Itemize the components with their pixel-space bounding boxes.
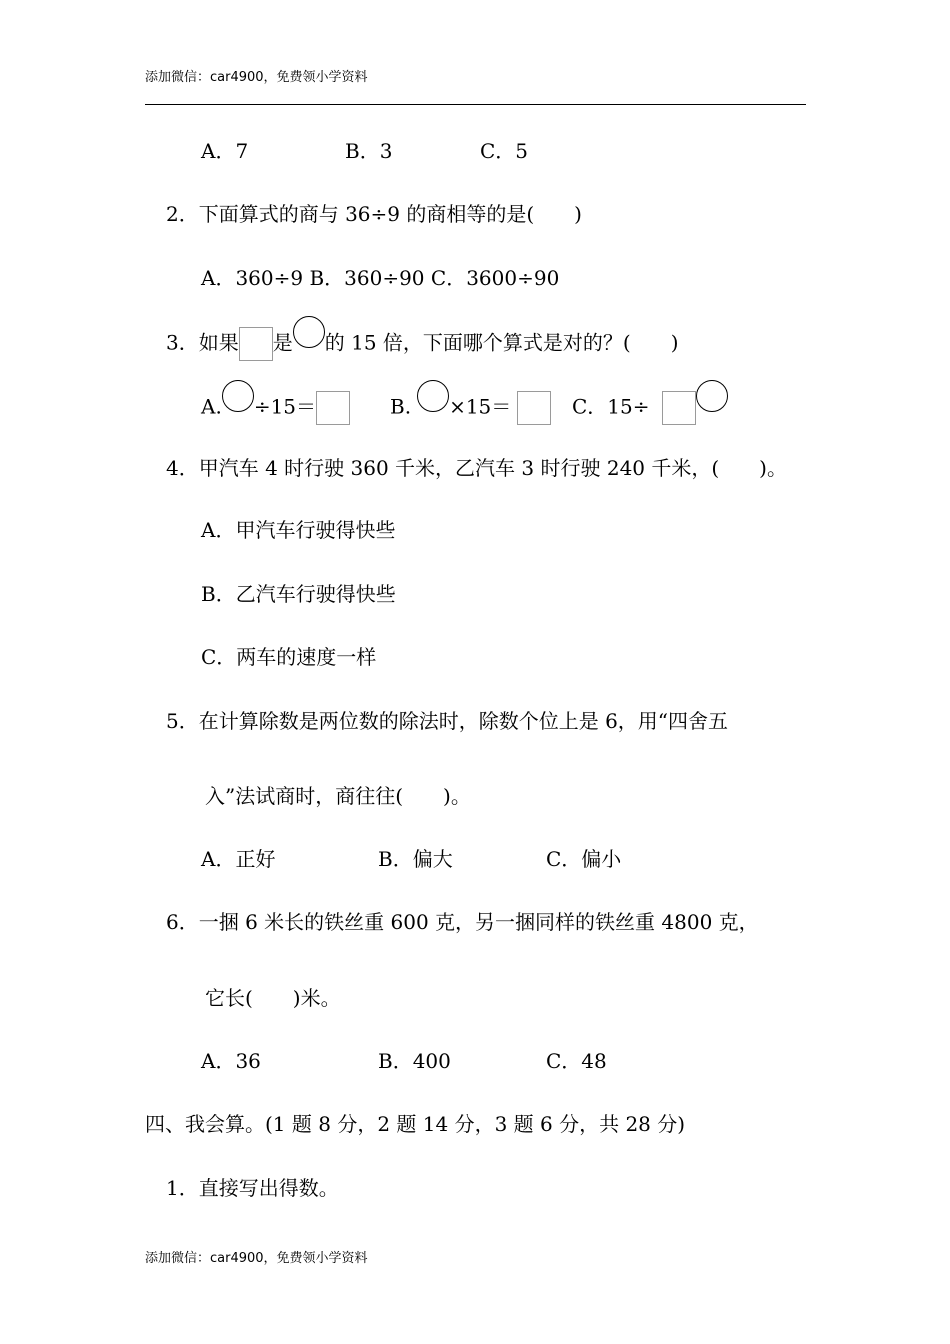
q3-option-a [201,391,350,425]
square-blank-icon [517,391,551,425]
q3-option-c-label: C．15÷ [572,394,650,419]
q3-option-b [390,391,551,425]
q3-stem-part2: 是 [272,330,293,355]
circle-blank-icon [696,380,728,412]
q3-stem-part1: 3．如果 [166,330,239,355]
q3-option-a-op: ÷15＝ [253,394,317,419]
square-blank-icon [239,327,273,361]
square-blank-icon [316,391,350,425]
page-header: 添加微信：car4900，免费领小学资料 [145,70,368,85]
q3-option-b-op: ×15＝ [449,394,512,419]
q2-stem: 2．下面算式的商与 36÷9 的商相等的是( ) [166,202,582,226]
q5-stem-line1: 5．在计算除数是两位数的除法时，除数个位上是 6，用“四舍五 [166,709,729,733]
header-rule [145,104,806,105]
q4-option-a: A．甲汽车行驶得快些 [201,518,396,542]
q3-stem-part3: 的 15 倍，下面哪个算式是对的？( ) [324,330,679,355]
circle-blank-icon [222,380,254,412]
q6-stem-line1: 6．一捆 6 米长的铁丝重 600 克，另一捆同样的铁丝重 4800 克， [166,910,759,934]
q5-option-c: C．偏小 [546,847,622,871]
q1-option-b: B．3 [345,139,393,163]
q6-option-b: B．400 [378,1049,451,1073]
q3-option-b-label: B. [390,394,412,419]
circle-blank-icon [417,380,449,412]
q5-stem-line2: 入”法试商时，商往往( )。 [205,784,471,808]
q6-stem-line2: 它长( )米。 [205,986,341,1010]
q1-option-c: C．5 [480,139,529,163]
circle-blank-icon [293,316,325,348]
q3-stem [166,327,679,361]
section4-item1: 1．直接写出得数。 [166,1176,339,1200]
q3-option-c [572,391,728,425]
section4-title: 四、我会算。(1 题 8 分，2 题 14 分，3 题 6 分，共 28 分) [145,1112,686,1136]
q1-option-a: A．7 [201,139,249,163]
page-footer: 添加微信：car4900，免费领小学资料 [145,1251,368,1266]
q3-option-a-label: A. [201,394,222,419]
q5-option-a: A．正好 [201,847,276,871]
square-blank-icon [662,391,696,425]
q2-options: A．360÷9 B．360÷90 C．3600÷90 [201,266,560,290]
q6-option-a: A．36 [201,1049,261,1073]
q4-option-c: C．两车的速度一样 [201,645,377,669]
q6-option-c: C．48 [546,1049,607,1073]
q5-option-b: B．偏大 [378,847,453,871]
q4-option-b: B．乙汽车行驶得快些 [201,582,396,606]
q4-stem: 4．甲汽车 4 时行驶 360 千米，乙汽车 3 时行驶 240 千米，( )。 [166,456,787,480]
